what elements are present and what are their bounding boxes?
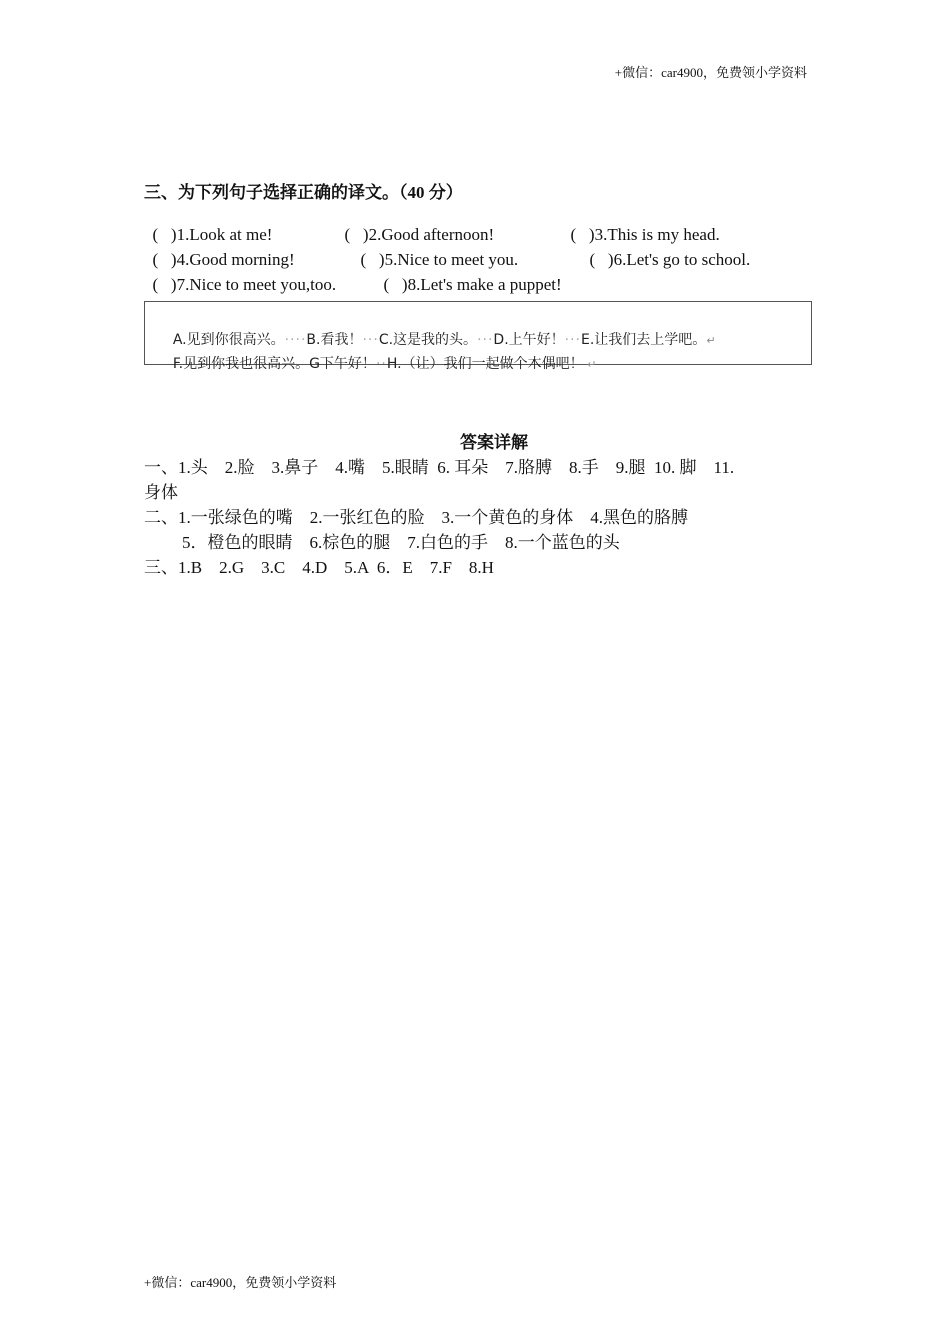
return-mark-icon: ↵: [583, 358, 597, 371]
question-1: ( )1.Look at me!: [152, 225, 273, 244]
question-3: ( )3.This is my head.: [570, 225, 720, 244]
question-5: ( )5.Nice to meet you.: [360, 250, 519, 269]
answers-line-2: 身体: [144, 483, 178, 502]
question-2: ( )2.Good afternoon!: [344, 225, 495, 244]
question-row-3: [144, 255, 562, 295]
question-7: ( )7.Nice to meet you,too.: [152, 275, 337, 294]
answers-title: 答案详解: [460, 433, 528, 452]
footer-note: +微信：car4900，免费领小学资料: [144, 1275, 337, 1290]
answers-line-5: 三、1.B 2.G 3.C 4.D 5.A 6．E 7.F 8.H: [144, 558, 494, 577]
option-g: G下午好！: [309, 356, 376, 372]
option-d: D.上午好！: [493, 332, 565, 348]
options-line-1: A.见到你很高兴。····B.看我！···C.这是我的头。···D.上午好！···E.让我们去上学吧。↵: [155, 313, 716, 365]
option-b: B.看我！: [306, 332, 363, 348]
answers-line-1: 一、1.头 2.脸 3.鼻子 4.嘴 5.眼睛 6. 耳朵 7.胳膊 8.手 9.腿 10. 脚 11.: [144, 458, 735, 477]
option-f: F.见到你我也很高兴。: [172, 356, 310, 372]
answers-line-3: 二、1.一张绿色的嘴 2.一张红色的脸 3.一个黄色的身体 4.黑色的胳膊: [144, 508, 688, 527]
option-h: H.（让）我们一起做个木偶吧！: [386, 356, 584, 372]
question-6: ( )6.Let's go to school.: [589, 250, 751, 269]
options-box: [144, 301, 812, 372]
question-8: ( )8.Let's make a puppet!: [383, 275, 562, 294]
option-a: A.见到你很高兴。: [172, 332, 285, 348]
options-line-2: F.见到你我也很高兴。G下午好！··H.（让）我们一起做个木偶吧！ ↵: [155, 337, 596, 389]
question-4: ( )4.Good morning!: [152, 250, 295, 269]
option-e: E.让我们去上学吧。: [581, 332, 707, 348]
answers-line-4: 5．橙色的眼睛 6.棕色的腿 7.白色的手 8.一个蓝色的头: [182, 533, 620, 552]
option-c: C.这是我的头。: [378, 332, 478, 348]
header-note: +微信：car4900，免费领小学资料: [614, 65, 807, 80]
return-mark-icon: ↵: [706, 334, 716, 347]
section-3-title: 三、为下列句子选择正确的译文。（40 分）: [144, 183, 463, 202]
